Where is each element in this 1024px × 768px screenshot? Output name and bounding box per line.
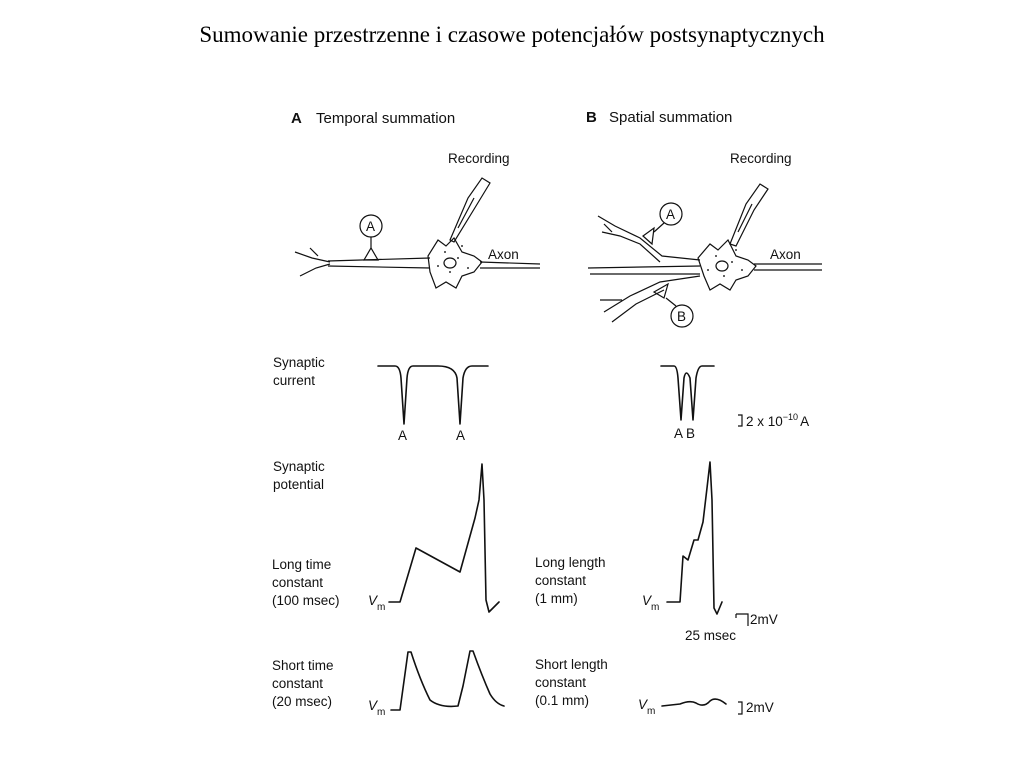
svg-text:constant: constant bbox=[272, 575, 324, 590]
current-scale-bar bbox=[738, 415, 742, 426]
panel-a-input-a-label: A bbox=[366, 219, 376, 234]
row-label-long-time-constant bbox=[272, 557, 340, 608]
vm-label-long-time: $V_m$ bbox=[368, 593, 386, 613]
slide-title: Sumowanie przestrzenne i czasowe potencjałów postsynaptycznych bbox=[199, 22, 825, 47]
svg-text:Synaptic: Synaptic bbox=[273, 459, 325, 474]
svg-text:constant: constant bbox=[535, 675, 587, 690]
svg-text:current: current bbox=[273, 373, 316, 388]
panel-a-nucleus bbox=[444, 258, 456, 268]
trace-potential-short-time bbox=[391, 651, 504, 710]
panel-a-letter: A bbox=[291, 110, 302, 127]
svg-text:(1 mm): (1 mm) bbox=[535, 591, 578, 606]
svg-text:Long length: Long length bbox=[535, 555, 606, 570]
panel-b-letter: B bbox=[586, 109, 597, 126]
panel-b-nucleus bbox=[716, 261, 728, 271]
panel-b-recording-label: Recording bbox=[730, 151, 792, 166]
panel-a-axon bbox=[480, 262, 540, 268]
panel-b-axon bbox=[754, 264, 822, 270]
row-label-short-time-constant bbox=[272, 658, 334, 709]
panel-b-heading: Spatial summation bbox=[609, 109, 733, 126]
current-label-a1: A bbox=[398, 428, 408, 443]
panel-b-soma bbox=[698, 240, 756, 290]
svg-text:(20 msec): (20 msec) bbox=[272, 694, 333, 709]
vm-label-long-length: $V_m$ bbox=[642, 593, 660, 613]
svg-text:Long time: Long time bbox=[272, 557, 332, 572]
panel-a-axon-label: Axon bbox=[488, 247, 519, 262]
panel-b-input-a-label: A bbox=[666, 207, 676, 222]
panel-b-neuron bbox=[588, 151, 822, 327]
panel-a-synapse-terminal bbox=[364, 248, 378, 260]
trace-potential-long-length bbox=[667, 462, 722, 614]
trace-potential-short-length bbox=[662, 699, 726, 706]
current-label-ab: A B bbox=[674, 426, 696, 441]
time-scale-label: 25 msec bbox=[685, 628, 737, 643]
panel-b-input-b-label: B bbox=[677, 309, 687, 324]
vm-label-short-time: $V_m$ bbox=[368, 698, 386, 718]
trace-current-spatial bbox=[661, 366, 714, 420]
potential-scale-label: 2mV bbox=[750, 612, 778, 627]
vm-label-short-length: $V_m$ bbox=[638, 697, 656, 717]
row-label-synaptic-current bbox=[273, 355, 325, 388]
potential-time-scale-bar bbox=[736, 614, 748, 626]
svg-text:Short time: Short time bbox=[272, 658, 334, 673]
trace-potential-long-time bbox=[389, 464, 499, 612]
svg-text:constant: constant bbox=[535, 573, 587, 588]
row-label-long-length-constant bbox=[535, 555, 606, 606]
panel-a-recording-electrode bbox=[450, 178, 490, 242]
panel-b-recording-electrode bbox=[730, 184, 768, 246]
svg-text:(100 msec): (100 msec) bbox=[272, 593, 340, 608]
svg-text:Short length: Short length bbox=[535, 657, 608, 672]
short-length-scale-label: 2mV bbox=[746, 700, 774, 715]
panel-a-soma bbox=[428, 238, 482, 288]
svg-text:(0.1 mm): (0.1 mm) bbox=[535, 693, 589, 708]
panel-b-axon-label: Axon bbox=[770, 247, 801, 262]
trace-current-temporal bbox=[378, 366, 488, 424]
current-scale-label: 2 x $10^{-10}$ A bbox=[746, 412, 810, 429]
panel-a-recording-label: Recording bbox=[448, 151, 510, 166]
svg-text:potential: potential bbox=[273, 477, 325, 492]
row-label-synaptic-potential bbox=[273, 459, 325, 492]
short-length-scale-bar bbox=[738, 702, 742, 714]
panel-a-heading: Temporal summation bbox=[316, 110, 456, 127]
svg-text:constant: constant bbox=[272, 676, 324, 691]
row-label-short-length-constant bbox=[535, 657, 608, 708]
current-label-a2: A bbox=[456, 428, 466, 443]
panel-a-neuron bbox=[295, 151, 540, 288]
svg-text:Synaptic: Synaptic bbox=[273, 355, 325, 370]
